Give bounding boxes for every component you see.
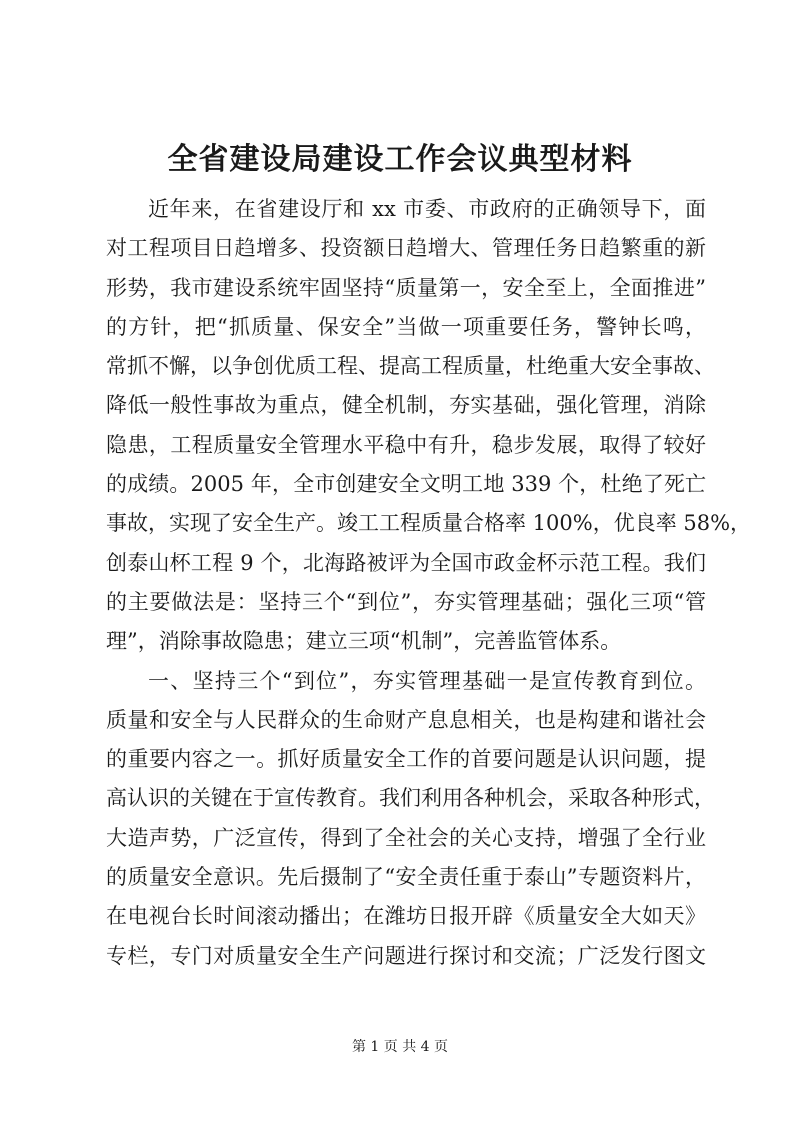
text-line: 质量和安全与人民群众的生命财产息息相关，也是构建和谐社会 bbox=[106, 707, 706, 732]
text-line: 高认识的关键在于宣传教育。我们利用各种机会，采取各种形式， bbox=[106, 786, 715, 811]
text-line: 的质量安全意识。先后摄制了“安全责任重于泰山”专题资料片， bbox=[106, 865, 706, 890]
text-line: 专栏，专门对质量安全生产问题进行探讨和交流；广泛发行图文 bbox=[106, 943, 706, 968]
text-line: 一、坚持三个“到位”，夯实管理基础一是宣传教育到位。 bbox=[148, 668, 706, 693]
text-line: 大造声势，广泛宣传，得到了全社会的关心支持，增强了全行业 bbox=[106, 825, 706, 850]
text-line: 常抓不懈，以争创优质工程、提高工程质量，杜绝重大安全事故、 bbox=[106, 354, 715, 379]
text-line: 形势，我市建设系统牢固坚持“质量第一，安全至上，全面推进” bbox=[106, 275, 706, 300]
text-line: 隐患，工程质量安全管理水平稳中有升，稳步发展，取得了较好 bbox=[106, 432, 706, 457]
text-line: 创泰山杯工程 9 个，北海路被评为全国市政金杯示范工程。我们 bbox=[106, 550, 706, 575]
document-body bbox=[106, 190, 752, 976]
text-line: 近年来，在省建设厅和 xx 市委、市政府的正确领导下，面 bbox=[148, 197, 706, 221]
text-line: 的方针，把“抓质量、保安全”当做一项重要任务，警钟长鸣， bbox=[106, 314, 706, 339]
document-title: 全省建设局建设工作会议典型材料 bbox=[167, 142, 633, 177]
paragraph-1 bbox=[106, 190, 752, 662]
paragraph-2 bbox=[106, 662, 715, 976]
text-line: 理”，消除事故隐患；建立三项“机制”，完善监管体系。 bbox=[106, 629, 622, 654]
text-line: 在电视台长时间滚动播出；在潍坊日报开辟《质量安全大如天》 bbox=[106, 904, 706, 929]
text-line: 降低一般性事故为重点，健全机制，夯实基础，强化管理，消除 bbox=[106, 393, 706, 418]
text-line: 的重要内容之一。抓好质量安全工作的首要问题是认识问题，提 bbox=[106, 747, 706, 772]
text-line: 的主要做法是：坚持三个“到位”，夯实管理基础；强化三项“管 bbox=[106, 589, 706, 614]
text-line: 的成绩。2005 年，全市创建安全文明工地 339 个，杜绝了死亡 bbox=[106, 472, 706, 497]
page-number: 第 1 页 共 4 页 bbox=[351, 1039, 449, 1055]
text-line: 事故，实现了安全生产。竣工工程质量合格率 100%，优良率 58%， bbox=[106, 511, 752, 536]
text-line: 对工程项目日趋增多、投资额日趋增大、管理任务日趋繁重的新 bbox=[106, 236, 706, 261]
